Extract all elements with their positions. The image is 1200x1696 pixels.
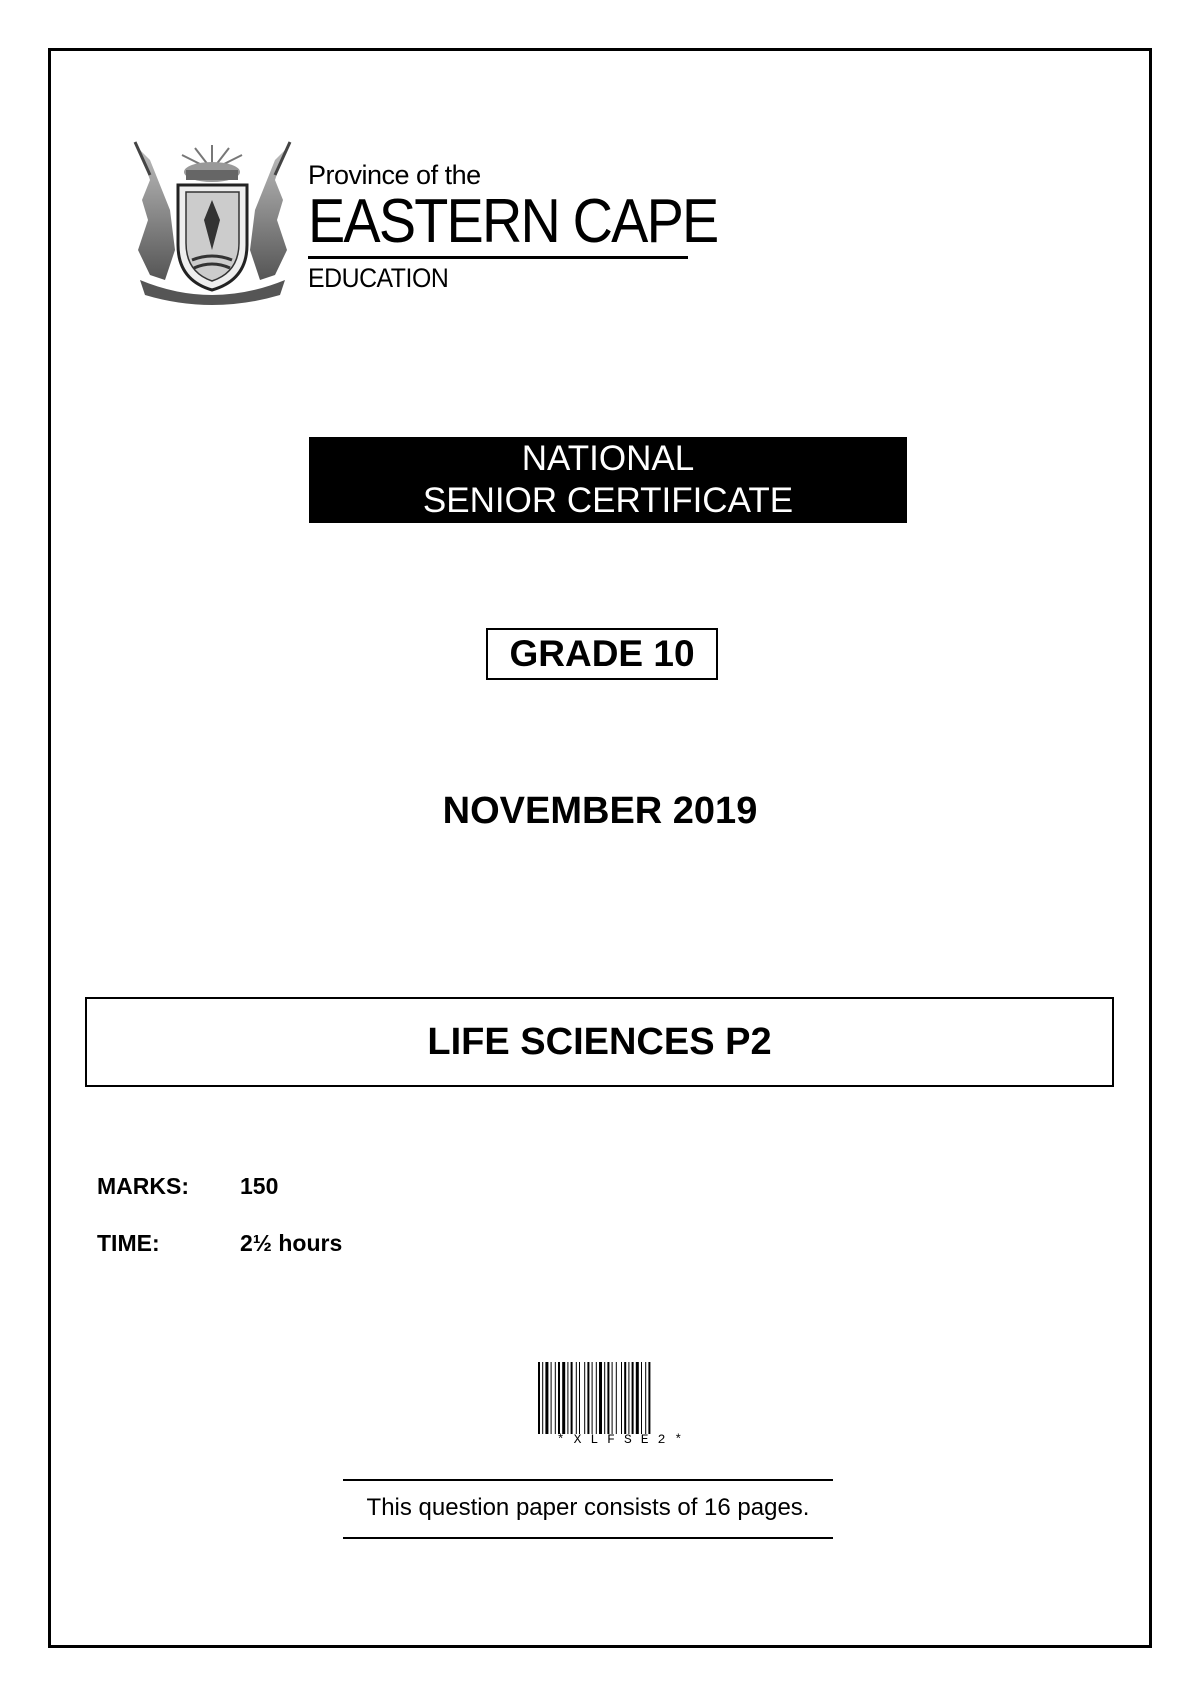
barcode-bar <box>579 1362 580 1434</box>
barcode-bar <box>621 1362 622 1434</box>
barcode-bar <box>592 1362 593 1434</box>
exam-date: NOVEMBER 2019 <box>442 790 758 832</box>
coat-of-arms-icon <box>120 140 305 305</box>
certificate-line-1: NATIONAL <box>521 439 695 478</box>
logo-region-line: EASTERN CAPE <box>308 187 718 256</box>
barcode-bar <box>576 1362 577 1434</box>
barcode-bar <box>624 1362 626 1434</box>
barcode-bar <box>599 1362 602 1434</box>
pages-note-top-rule <box>343 1479 833 1481</box>
marks-value: 150 <box>240 1173 279 1199</box>
barcode-text: *XLFSE2* <box>556 1432 692 1447</box>
barcode-bar <box>604 1362 605 1434</box>
barcode-bar <box>628 1362 629 1434</box>
subject-title: LIFE SCIENCES P2 <box>85 997 1114 1087</box>
barcode-bar <box>558 1362 560 1434</box>
barcode-bar <box>542 1362 543 1434</box>
barcode-bar <box>584 1362 585 1434</box>
barcode-icon <box>538 1362 710 1434</box>
barcode-bar <box>612 1362 613 1434</box>
time-label: TIME: <box>97 1230 160 1256</box>
logo-divider <box>308 256 688 259</box>
certificate-banner <box>309 437 907 523</box>
marks-label: MARKS: <box>97 1173 189 1199</box>
barcode-bar <box>596 1362 597 1434</box>
barcode-bar <box>571 1362 573 1434</box>
barcode-bar <box>632 1362 634 1434</box>
logo-department-line: EDUCATION <box>308 263 449 293</box>
certificate-line-2: SENIOR CERTIFICATE <box>422 481 794 520</box>
barcode-bar <box>562 1362 565 1434</box>
barcode-bar <box>587 1362 589 1434</box>
pages-note-bottom-rule <box>343 1537 833 1539</box>
barcode-bar <box>551 1362 552 1434</box>
barcode-bar <box>567 1362 568 1434</box>
department-logo <box>308 160 718 293</box>
barcode-bar <box>648 1362 650 1434</box>
barcode-bar <box>545 1362 548 1434</box>
barcode-bar <box>538 1362 540 1434</box>
barcode-bar <box>555 1362 556 1434</box>
logo-province-line: Province of the <box>308 160 481 190</box>
pages-note: This question paper consists of 16 pages. <box>366 1494 810 1521</box>
barcode-bar <box>645 1362 646 1434</box>
barcode-bar <box>641 1362 642 1434</box>
barcode-bar <box>607 1362 609 1434</box>
grade-label: GRADE 10 <box>486 628 718 680</box>
time-value: 2½ hours <box>240 1230 343 1256</box>
barcode-bar <box>636 1362 639 1434</box>
barcode-bar <box>616 1362 617 1434</box>
